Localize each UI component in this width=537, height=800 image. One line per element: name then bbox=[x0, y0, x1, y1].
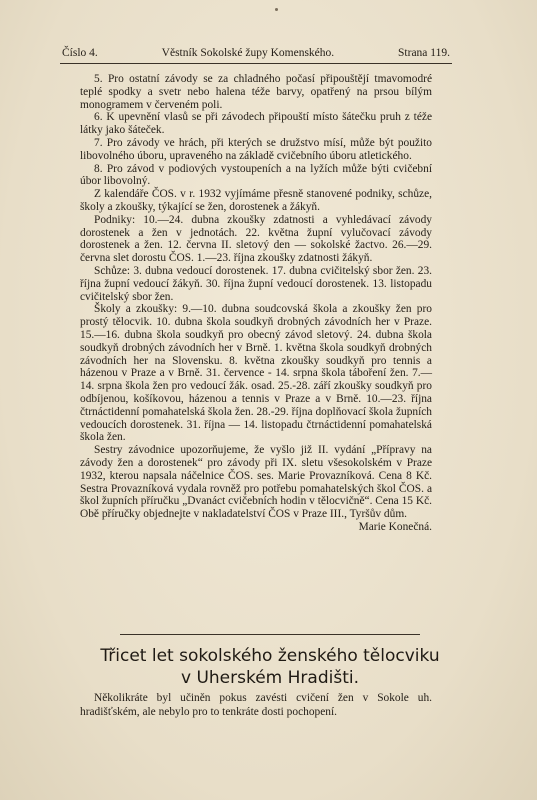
page-number: Strana 119. bbox=[398, 47, 450, 59]
paragraph-rule-6: 6. K upevnění vlasů se při závodech připouští místo šátečku pruh z téže látky jako šáteček. bbox=[80, 111, 432, 137]
header-rule bbox=[60, 63, 452, 64]
issue-number: Číslo 4. bbox=[62, 47, 98, 59]
paragraph-announcement: Sestry závodnice upozorňujeme, že vyšlo již II. vydání „Přípravy na závody žen a dorostenek“ pro závody při IX. sletu všesokolském v Praze 1932, kterou napsala náčelnice ČOS. ses. Marie Provazníková. Cena 8 Kč. Sestra Provazníková vydala rovněž pro potřebu pomahatelských škol ČOS. a škol župních příručku „Dvanáct cvičebních hodin v tělocvičně“. Cena 15 Kč. Obě příručky objednejte v nakladatelství ČOS v Praze III., Tyršův dům. bbox=[80, 444, 432, 521]
author-signature: Marie Konečná. bbox=[358, 520, 432, 533]
article-paragraph: Několikráte byl učiněn pokus zavésti cvičení žen v Sokole uh. hradišťském, ale nebylo pro to tenkráte dosti pochopení. bbox=[80, 692, 432, 718]
running-header bbox=[62, 46, 450, 60]
paragraph-events: Podniky: 10.—24. dubna zkoušky zdatnosti a vyhledávací závody dorostenek a žen v jednotách. 22. května župní vylučovací závody dorostenek a žen. 12. června II. sletový den — sokolské žactvo. 26.—29. června slet dorostu ČOS. 1.—23. října zkoušky zdatnosti žákyň. bbox=[80, 213, 432, 265]
journal-title: Věstník Sokolské župy Komenského. bbox=[161, 47, 335, 59]
paragraph-rule-8: 8. Pro závod v podiových vystoupeních a na lyžích může býti cvičební úbor libovolný. bbox=[80, 162, 432, 188]
article-text bbox=[80, 692, 432, 719]
article-title-line-1: Třicet let sokolského ženského tělocviku bbox=[100, 646, 440, 666]
paragraph-calendar-intro: Z kalendáře ČOS. v r. 1932 vyjímáme přesně stanovené podniky, schůze, školy a zkoušky, týkající se žen, dorostenek a žákyň. bbox=[80, 188, 432, 213]
article-title-line-2: v Uherském Hradišti. bbox=[180, 668, 359, 688]
paragraph-rule-5: 5. Pro ostatní závody se za chladného počasí připouštějí tmavomodré teplé spodky a svetr nebo halena téže barvy, opatřený na prsou bílým monogramem v červeném poli. bbox=[80, 73, 432, 111]
page-speck bbox=[275, 8, 278, 11]
paragraph-meetings: Schůze: 3. dubna vedoucí dorostenek. 17. dubna cvičitelský sbor žen. 23. října župní vedoucí žákyň. 30. října župní vedoucí dorostenek. 13. listopadu cvičitelský sbor žen. bbox=[80, 264, 432, 303]
paragraph-rule-7: 7. Pro závody ve hrách, při kterých se družstvo mísí, může být použito libovolného úboru, upraveného na základě cvičebního úboru atletického. bbox=[80, 136, 432, 162]
article-title bbox=[60, 645, 480, 689]
main-text bbox=[80, 73, 432, 534]
paragraph-schools: Školy a zkoušky: 9.—10. dubna soudcovská škola a zkoušky žen pro prostý tělocvik. 10. dubna škola soudkyň drobných závodních her v Praze. 15.—16. dubna škola soudkyň pro obecný závod sletový. 24. dubna škola soudkyň drobných závodních her v Brně. 1. května škola soudkyň drobných závodních her na Slovensku. 8. května zkoušky soudkyň pro tennis a házenou v Praze a v Brně. 31. července - 14. srpna škola táboření žen. 7.—14. srpna škola žen pro vedoucí žák. osad. 25.-28. září zkoušky soudkyň pro odbíjenou, košíkovou, házenou a tennis v Praze a v Brně. 10.—23. října čtrnáctidenní pomahatelská škola žen. 28.-29. října doplňovací škola župních vedoucích dorostenek. 31. října — 14. listopadu čtrnáctidenní pomahatelská škola žen. bbox=[80, 303, 432, 444]
section-divider bbox=[120, 634, 420, 635]
